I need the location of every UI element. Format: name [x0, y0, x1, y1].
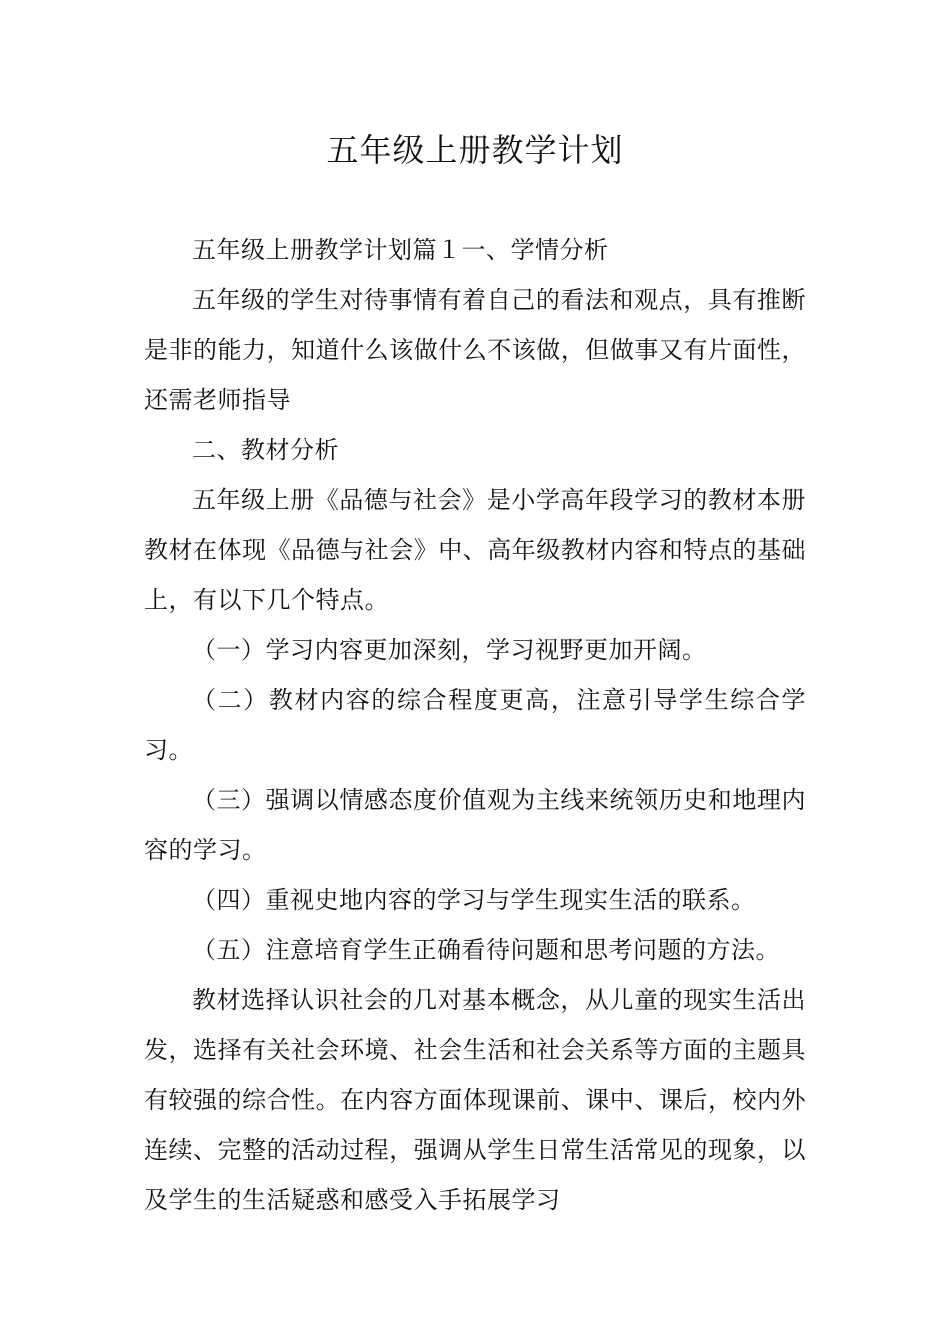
paragraph-student-analysis: 五年级的学生对待事情有着自己的看法和观点，具有推断是非的能力，知道什么该做什么不该做，但做事又有片面性，还需老师指导: [144, 286, 806, 414]
paragraph-textbook-intro: 五年级上册《品德与社会》是小学高年段学习的教材本册教材在体现《品德与社会》中、高年级教材内容和特点的基础上，有以下几个特点。: [144, 486, 806, 614]
paragraph-section-heading-1: 五年级上册教学计划篇１一、学情分析: [192, 236, 609, 264]
paragraph-feature-2: （二）教材内容的综合程度更高，注意引导学生综合学习。: [144, 686, 806, 764]
paragraph-feature-5: （五）注意培育学生正确看待问题和思考问题的方法。: [192, 936, 780, 964]
document-body: [144, 225, 806, 1225]
paragraph-feature-4: （四）重视史地内容的学习与学生现实生活的联系。: [192, 886, 756, 914]
paragraph-section-heading-2: 二、教材分析: [192, 436, 339, 464]
paragraph-textbook-content: 教材选择认识社会的几对基本概念，从儿童的现实生活出发，选择有关社会环境、社会生活和社会关系等方面的主题具有较强的综合性。在内容方面体现课前、课中、课后，校内外连续、完整的活动过程，强调从学生日常生活常见的现象，以及学生的生活疑惑和感受入手拓展学习: [144, 986, 806, 1214]
paragraph-feature-1: （一）学习内容更加深刻，学习视野更加开阔。: [192, 636, 707, 664]
document-title: 五年级上册教学计划: [326, 131, 624, 169]
paragraph-feature-3: （三）强调以情感态度价值观为主线来统领历史和地理内容的学习。: [144, 786, 806, 864]
